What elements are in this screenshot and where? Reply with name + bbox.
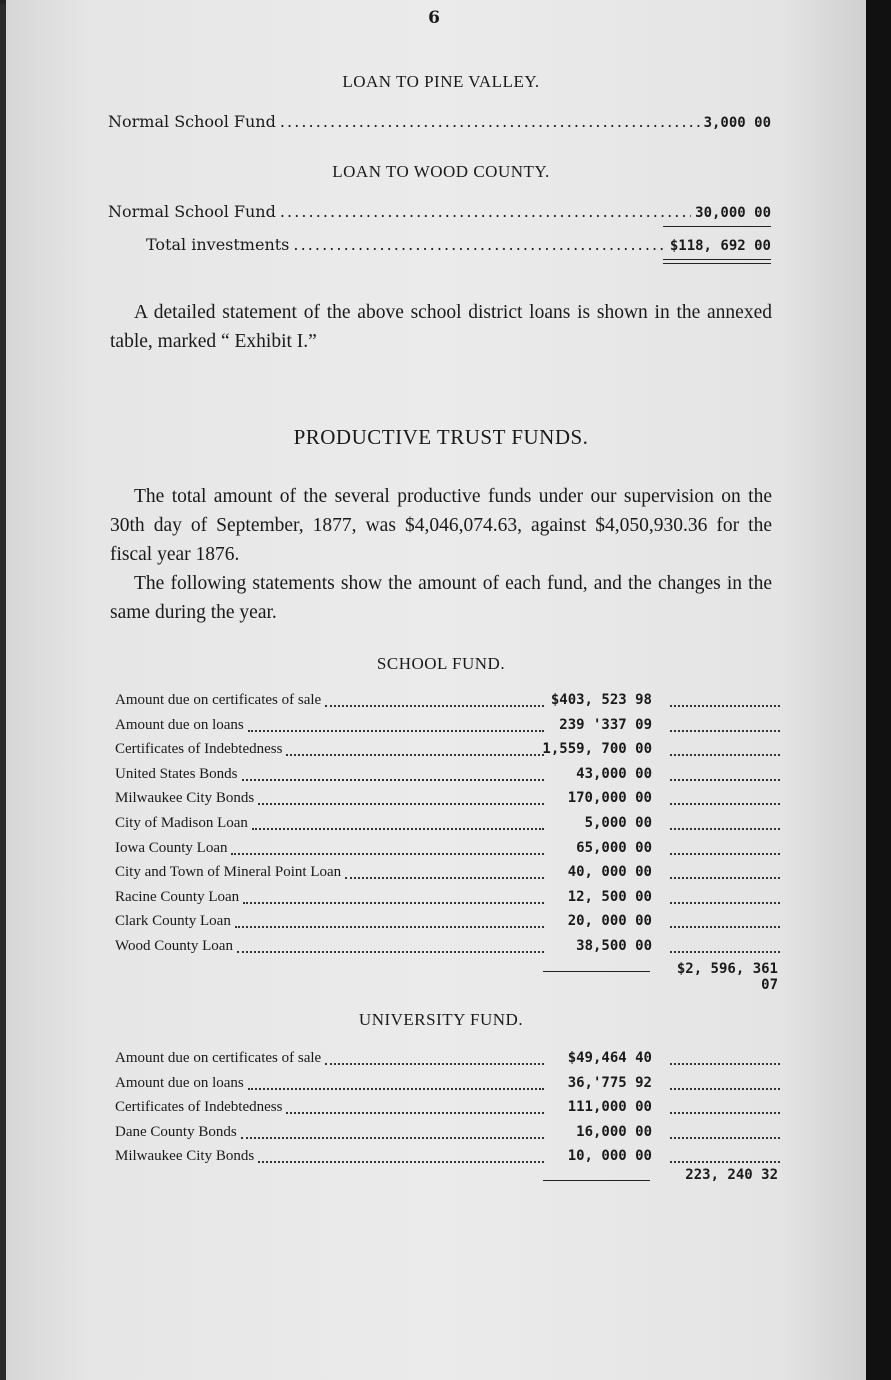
row-label: Milwaukee City Bonds xyxy=(115,1148,255,1165)
heading-productive-trust-funds: PRODUCTIVE TRUST FUNDS. xyxy=(293,425,589,449)
leader-dots xyxy=(235,926,544,928)
double-rule-top xyxy=(663,259,771,260)
row-label: Certificates of Indebtedness xyxy=(115,741,283,758)
university-fund-total: 223, 240 32 xyxy=(685,1167,778,1183)
leader-dots xyxy=(325,1063,544,1065)
row-label: Amount due on loans xyxy=(115,716,244,733)
table-row xyxy=(115,938,780,962)
extension-column-dots xyxy=(670,705,780,707)
university-fund-subtotal-rule xyxy=(543,1180,650,1181)
table-row xyxy=(115,1124,780,1148)
row-amount: 16,000 00 xyxy=(576,1123,652,1140)
row-label: Normal School Fund xyxy=(108,112,276,131)
heading-school-fund: SCHOOL FUND. xyxy=(376,654,506,673)
productive-paragraph-2: The following statements show the amount of each fund, and the changes in the same during the year. xyxy=(110,573,772,623)
table-row xyxy=(115,840,780,864)
row-amount: 3,000 00 xyxy=(703,115,771,131)
extension-column-dots xyxy=(670,1112,780,1114)
leader-dots xyxy=(325,705,544,707)
row-label: Amount due on certificates of sale xyxy=(115,692,322,708)
leader-dots xyxy=(241,1137,544,1139)
row-amount: 65,000 00 xyxy=(576,839,652,856)
extension-column-dots xyxy=(670,754,780,756)
table-row xyxy=(115,815,780,839)
leader-dots xyxy=(258,803,544,805)
extension-column-dots xyxy=(670,926,780,928)
row-amount: 40, 000 00 xyxy=(567,864,652,881)
table-row xyxy=(115,692,780,716)
row-amount: 20, 000 00 xyxy=(567,913,652,930)
row-amount: 170,000 00 xyxy=(567,790,652,807)
table-row xyxy=(115,1050,780,1074)
page-number: 6 xyxy=(428,8,440,28)
heading-university-fund: UNIVERSITY FUND. xyxy=(358,1010,524,1029)
heading-loan-wood-county: LOAN TO WOOD COUNTY. xyxy=(332,162,550,181)
row-amount: 10, 000 00 xyxy=(567,1148,652,1165)
leader-dots xyxy=(243,902,544,904)
leader-dots xyxy=(231,853,544,855)
table-row xyxy=(115,889,780,913)
row-label: City of Madison Loan xyxy=(115,815,248,831)
row-amount: 43,000 00 xyxy=(576,765,652,782)
school-fund-subtotal-rule xyxy=(543,971,650,972)
leader-dots xyxy=(293,235,665,254)
extension-column-dots xyxy=(670,877,780,879)
leader-dots xyxy=(286,1112,544,1114)
table-row xyxy=(115,741,780,765)
extension-column-dots xyxy=(670,1137,780,1139)
leader-dots xyxy=(248,1088,544,1090)
row-label: United States Bonds xyxy=(115,765,238,782)
row-label: Certificates of Indebtedness xyxy=(115,1099,283,1116)
productive-paragraph-1: The total amount of the several productive funds under our supervision on the 30th day of September, 1877, was $4,046,074.63, against $4,050,930.36 for the fiscal year 1876. xyxy=(110,486,772,565)
row-label: Milwaukee City Bonds xyxy=(115,790,255,807)
extension-column-dots xyxy=(670,730,780,732)
extension-column-dots xyxy=(670,803,780,805)
row-label: Iowa County Loan xyxy=(115,839,228,856)
subtotal-rule xyxy=(663,226,771,227)
leader-dots xyxy=(345,877,544,879)
row-amount: 5,000 00 xyxy=(584,815,652,831)
extension-column-dots xyxy=(670,853,780,855)
extension-column-dots xyxy=(670,951,780,953)
row-total-investments xyxy=(146,235,771,254)
table-row xyxy=(115,717,780,741)
table-row xyxy=(115,1075,780,1099)
row-amount: 12, 500 00 xyxy=(567,888,652,905)
row-amount: 1,559, 700 00 xyxy=(542,741,652,758)
row-amount: 38,500 00 xyxy=(576,938,652,954)
table-row xyxy=(115,864,780,888)
row-label: Amount due on certificates of sale xyxy=(115,1050,322,1066)
table-row xyxy=(115,913,780,937)
school-fund-total: $2, 596, 361 07 xyxy=(676,961,778,993)
row-amount: 239 '337 09 xyxy=(559,716,652,733)
row-label: Dane County Bonds xyxy=(115,1123,237,1140)
row-label: Normal School Fund xyxy=(108,202,276,221)
row-amount: $403, 523 98 xyxy=(550,692,652,708)
total-label: Total investments xyxy=(146,235,290,254)
row-pine-valley-normal-school xyxy=(108,112,771,131)
table-row xyxy=(115,790,780,814)
row-amount: 30,000 00 xyxy=(695,205,771,221)
leader-dots xyxy=(252,828,544,830)
leader-dots xyxy=(258,1161,544,1163)
row-label: City and Town of Mineral Point Loan xyxy=(115,864,342,881)
double-rule-bottom xyxy=(663,263,771,264)
extension-column-dots xyxy=(670,828,780,830)
productive-paragraphs xyxy=(110,482,772,627)
detail-paragraph xyxy=(110,298,772,356)
heading-loan-pine-valley: LOAN TO PINE VALLEY. xyxy=(342,72,540,91)
leader-dots xyxy=(286,754,544,756)
leader-dots xyxy=(280,112,700,131)
table-row xyxy=(115,1099,780,1123)
leader-dots xyxy=(242,779,544,781)
row-wood-county-normal-school xyxy=(108,202,771,221)
extension-column-dots xyxy=(670,1088,780,1090)
row-label: Wood County Loan xyxy=(115,938,233,954)
table-row xyxy=(115,766,780,790)
detail-paragraph-text: A detailed statement of the above school district loans is shown in the annexed table, marked “ Exhibit I.” xyxy=(110,302,772,352)
leader-dots xyxy=(280,202,691,221)
row-amount: 111,000 00 xyxy=(567,1099,652,1116)
extension-column-dots xyxy=(670,1063,780,1065)
row-label: Racine County Loan xyxy=(115,888,240,905)
extension-column-dots xyxy=(670,902,780,904)
leader-dots xyxy=(237,951,544,953)
row-amount: 36,'775 92 xyxy=(567,1074,652,1091)
scan-right-edge xyxy=(866,0,891,1380)
extension-column-dots xyxy=(670,779,780,781)
row-amount: $49,464 40 xyxy=(567,1050,652,1066)
extension-column-dots xyxy=(670,1161,780,1163)
row-label: Amount due on loans xyxy=(115,1074,244,1091)
leader-dots xyxy=(248,730,544,732)
total-amount: $118, 692 00 xyxy=(669,238,771,254)
row-label: Clark County Loan xyxy=(115,913,231,930)
